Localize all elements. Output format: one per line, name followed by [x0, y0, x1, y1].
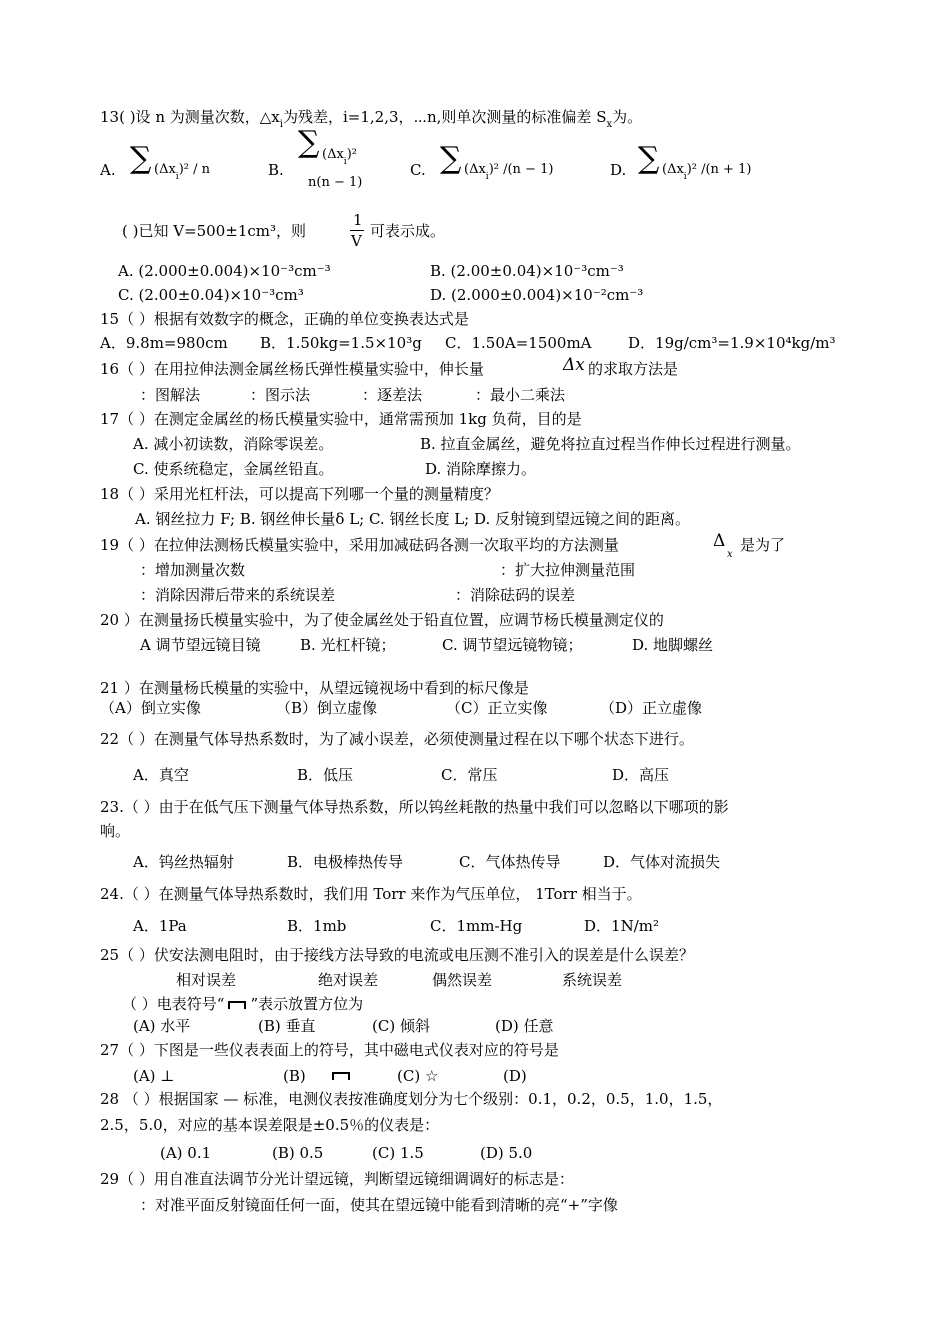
q28-optC: (C) 1.5	[372, 1144, 424, 1162]
q25-opt4: 系统误差	[562, 971, 623, 989]
q20-stem: 20 ）在测量扬氏模量实验中，为了使金属丝处于铅直位置，应调节杨氏模量测定仪的	[100, 611, 664, 629]
q13-optB-num-tail: )²	[346, 147, 357, 162]
q13-stem	[100, 108, 642, 129]
q14-stem	[122, 222, 306, 240]
q21-optA: （A）倒立实像	[100, 699, 201, 717]
q18-options: A. 钢丝拉力 F; B. 钢丝伸长量δ L; C. 钢丝长度 L; D. 反射镜到望远镜之间的距离。	[135, 510, 691, 528]
q13-optD-sub: i	[683, 172, 687, 182]
q16-stem: 16（ ）在用拉伸法测金属丝杨氏弹性模量实验中，伸长量	[100, 360, 484, 378]
q26-optB: (B) 垂直	[258, 1017, 316, 1035]
q14-optA: A. (2.000±0.004)×10⁻³cm⁻³	[118, 262, 331, 280]
q26-stem	[122, 995, 363, 1013]
q20-optD: D. 地脚螺丝	[632, 636, 714, 654]
q17-optD: D. 消除摩擦力。	[425, 460, 537, 478]
q13-optB-den: n(n − 1)	[308, 175, 363, 190]
q16-opt2: ：图示法	[250, 386, 311, 404]
q28-optD: (D) 5.0	[480, 1144, 533, 1162]
q14-stem-tail: 可表示成。	[370, 222, 446, 240]
horizontal-placement-symbol-icon	[228, 1001, 246, 1009]
q25-opt3: 偶然误差	[432, 971, 493, 989]
q13-optB-num	[322, 146, 357, 165]
q15-stem: 15（ ）根据有效数字的概念，正确的单位变换表达式是	[100, 310, 469, 328]
q26-optD: (D) 任意	[495, 1017, 554, 1035]
q13-optD-label: D.	[610, 161, 627, 179]
q21-optD: （D）正立虚像	[600, 699, 703, 717]
q26-stem-post: ”表示放置方位为	[250, 995, 364, 1013]
q28-optA: (A) 0.1	[160, 1144, 212, 1162]
q29-stem: 29（ ）用自准直法调节分光计望远镜，判断望远镜细调调好的标志是：	[100, 1170, 574, 1188]
q22-stem: 22（ ）在测量气体导热系数时，为了减小误差，必须使测量过程在以下哪个状态下进行。	[100, 730, 694, 748]
q27-optA: (A) ⊥	[133, 1067, 175, 1085]
q13-optA-label: A.	[100, 161, 116, 179]
q21-optB: （B）倒立虚像	[276, 699, 378, 717]
q22-optD: D．高压	[612, 766, 670, 784]
q13-optA-sum: ∑	[130, 141, 152, 176]
q23-stem2: 响。	[100, 822, 131, 840]
q14-frac-line	[350, 230, 364, 231]
q17-optA: A. 减小初读数，消除零误差。	[133, 435, 334, 453]
q24-stem: 24.（ ）在测量气体导热系数时，我们用 Torr 来作为气压单位， 1Torr 相当于。	[100, 885, 642, 903]
q13-optA-sub: i	[175, 172, 179, 182]
q25-opt2: 绝对误差	[318, 971, 379, 989]
q22-optB: B．低压	[297, 766, 354, 784]
q28-stem2: 2.5，5.0，对应的基本误差限是±0.5％的仪表是：	[100, 1116, 440, 1134]
q13-optB-num-sub: i	[343, 157, 347, 167]
q21-stem: 21 ）在测量杨氏模量的实验中，从望远镜视场中看到的标尺像是	[100, 679, 529, 697]
horizontal-symbol-icon	[332, 1072, 350, 1080]
q20-optB: B. 光杠杆镜；	[300, 636, 396, 654]
q14-optD: D. (2.000±0.004)×10⁻²cm⁻³	[430, 286, 644, 304]
q13-stem-sub: i	[279, 119, 283, 130]
q14-optB: B. (2.00±0.04)×10⁻³cm⁻³	[430, 262, 624, 280]
q19-symbol: Δ	[713, 531, 726, 551]
q17-stem: 17（ ）在测定金属丝的杨氏模量实验中，通常需预加 1kg 负荷，目的是	[100, 410, 582, 428]
q14-optC: C. (2.00±0.04)×10⁻³cm³	[118, 286, 304, 304]
q22-optC: C．常压	[441, 766, 498, 784]
q27-stem: 27（ ）下图是一些仪表表面上的符号，其中磁电式仪表对应的符号是	[100, 1041, 559, 1059]
q13-stem-text: 13( )设 n 为测量次数，△x	[100, 108, 280, 126]
q13-optC-label: C.	[410, 161, 426, 179]
q23-optD: D．气体对流损失	[603, 853, 721, 871]
q13-optD-expr	[662, 161, 751, 180]
q19-symbol-sub: x	[727, 549, 733, 560]
q16-symbol: Δx	[563, 355, 585, 375]
q13-stem-text3: 为。	[612, 108, 643, 126]
q13-optD-expr-text: (Δx	[662, 162, 684, 177]
q13-optC-tail: )² /(n − 1)	[488, 162, 554, 177]
q27-optD: (D)	[503, 1067, 527, 1085]
q28-stem: 28 （ ）根据国家 — 标准，电测仪表按准确度划分为七个级别：0.1，0.2，0.5，1.0，1.5，	[100, 1090, 723, 1108]
q13-optC-sub: i	[485, 172, 489, 182]
q13-optA-expr-text: (Δx	[154, 162, 176, 177]
q19-stem: 19（ ）在拉伸法测杨氏模量实验中，采用加减砝码各测一次取平均的方法测量	[100, 536, 619, 554]
q16-opt1: ：图解法	[140, 386, 201, 404]
q29-opt1: ：对准平面反射镜面任何一面，使其在望远镜中能看到清晰的亮“+”字像	[140, 1196, 618, 1214]
q13-stem-text2: 为残差，i=1,2,3，⋯n,则单次测量的标准偏差 S	[282, 108, 607, 126]
q13-optB-num-text: (Δx	[322, 147, 344, 162]
q13-optB-sum: ∑	[298, 125, 320, 160]
q25-opt1: 相对误差	[176, 971, 237, 989]
q28-optB: (B) 0.5	[272, 1144, 324, 1162]
q23-optC: C．气体热传导	[459, 853, 561, 871]
q16-opt3: ：逐差法	[362, 386, 423, 404]
q13-stem2-sub: x	[606, 119, 613, 130]
q14-frac-num: 1	[353, 211, 363, 229]
q19-opt4: ：消除砝码的误差	[455, 586, 576, 604]
q21-optC: （C）正立实像	[446, 699, 548, 717]
q13-optB-label: B.	[268, 161, 284, 179]
q15-optD: D．19g/cm³=1.9×10⁴kg/m³	[628, 334, 836, 352]
q14-stem-text: ( )已知 V=500±1cm³，则	[122, 222, 307, 240]
q26-optC: (C) 倾斜	[372, 1017, 430, 1035]
q16-stem-tail: 的求取方法是	[588, 360, 679, 378]
q22-optA: A．真空	[133, 766, 189, 784]
q15-optB: B．1.50kg=1.5×10³g	[260, 334, 422, 352]
q20-optA: A 调节望远镜目镜	[140, 636, 261, 654]
q13-optD-sum: ∑	[638, 141, 660, 176]
q19-stem-tail: 是为了	[740, 536, 786, 554]
q13-optC-expr-text: (Δx	[464, 162, 486, 177]
q14-frac-den: V	[351, 232, 362, 250]
q13-optA-tail: )² / n	[178, 162, 210, 177]
q26-stem-pre: （ ）电表符号“	[122, 995, 225, 1013]
q13-optA-expr	[154, 161, 210, 180]
q13-optC-expr	[464, 161, 553, 180]
q24-optD: D．1N/m²	[584, 917, 659, 935]
q19-opt2: ：扩大拉伸测量范围	[500, 561, 636, 579]
q17-optB: B. 拉直金属丝，避免将拉直过程当作伸长过程进行测量。	[420, 435, 801, 453]
q13-optC-sum: ∑	[440, 141, 462, 176]
q23-optB: B．电极棒热传导	[287, 853, 404, 871]
q17-optC: C. 使系统稳定，金属丝铅直。	[133, 460, 334, 478]
q15-optC: C．1.50A=1500mA	[445, 334, 592, 352]
q27-optB: (B)	[283, 1067, 306, 1085]
q24-optA: A．1Pa	[133, 917, 187, 935]
q24-optB: B．1mb	[287, 917, 347, 935]
q25-stem: 25（ ）伏安法测电阻时，由于接线方法导致的电流或电压测不准引入的误差是什么误差？	[100, 946, 694, 964]
q18-stem: 18（ ）采用光杠杆法，可以提高下列哪一个量的测量精度？	[100, 485, 499, 503]
q24-optC: C．1mm-Hg	[430, 917, 523, 935]
q13-optD-tail: )² /(n + 1)	[686, 162, 752, 177]
q16-opt4: ：最小二乘法	[475, 386, 566, 404]
q23-optA: A．钨丝热辐射	[133, 853, 234, 871]
q19-opt1: ：增加测量次数	[140, 561, 246, 579]
q27-optC: (C) ☆	[397, 1067, 439, 1085]
q15-optA: A．9.8m=980cm	[100, 334, 228, 352]
q19-opt3: ：消除因滞后带来的系统误差	[140, 586, 336, 604]
q23-stem: 23.（ ）由于在低气压下测量气体导热系数，所以钨丝耗散的热量中我们可以忽略以下哪项的影	[100, 798, 729, 816]
q20-optC: C. 调节望远镜物镜；	[442, 636, 583, 654]
q26-optA: (A) 水平	[133, 1017, 191, 1035]
